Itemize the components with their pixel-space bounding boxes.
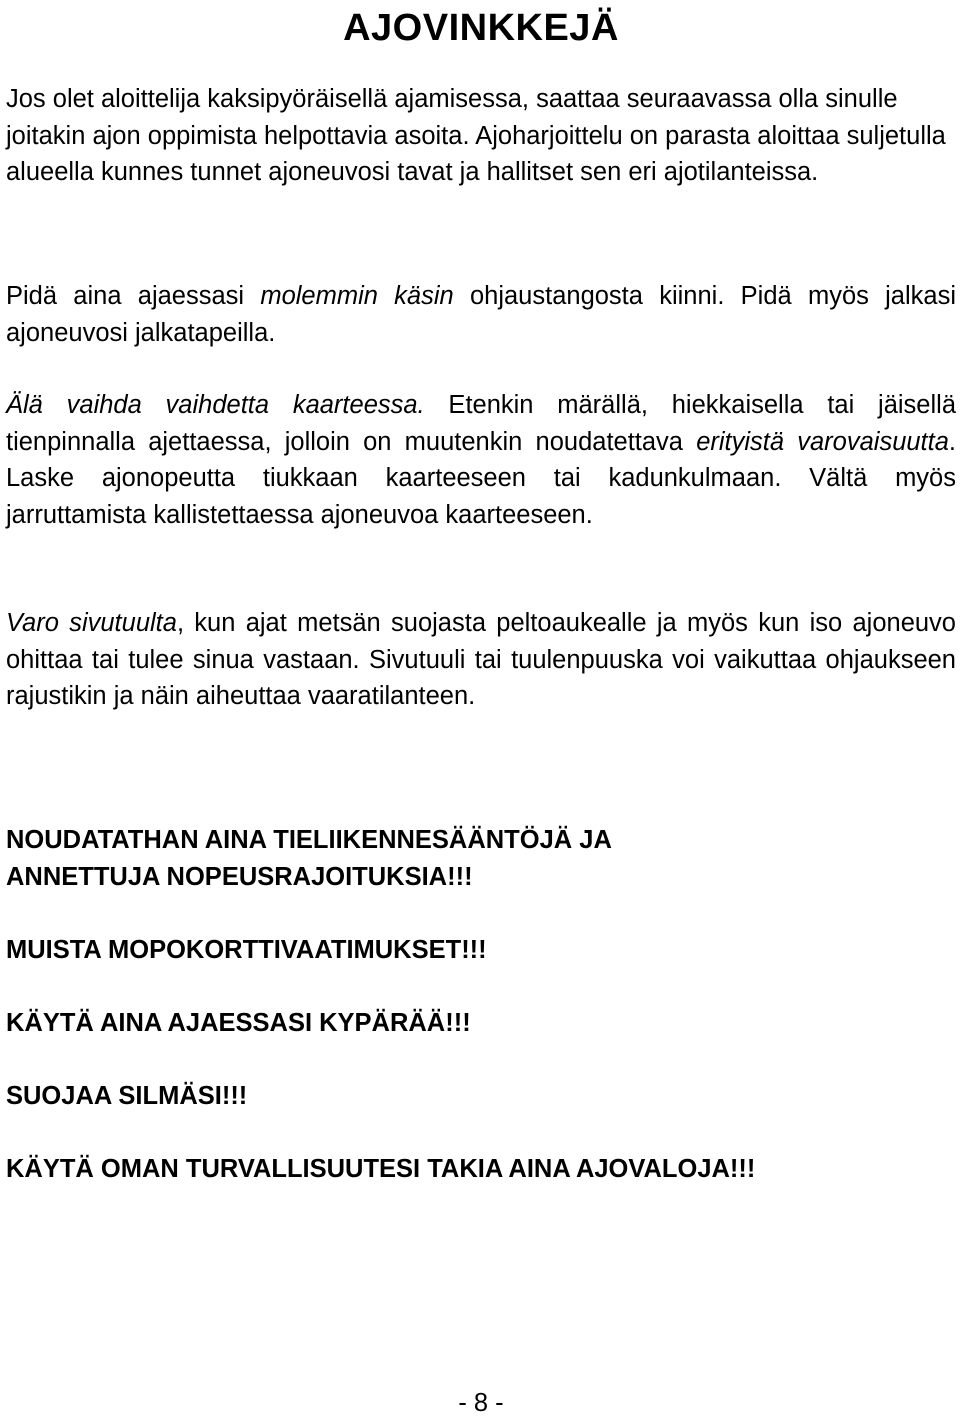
paragraph-text: Jos olet aloittelija kaksipyöräisellä ajamisessa, saattaa seuraavassa olla sinulle joitakin ajon oppimista helpottavia asoita. Ajoharjoittelu on parasta aloittaa suljetulla alueella kunnes tunnet ajoneuvosi tavat ja hallitset sen eri ajotilanteissa. — [6, 85, 946, 186]
notice-protect-eyes — [6, 1078, 956, 1115]
emphasis-text: Älä vaihda vaihdetta kaarteessa. — [6, 391, 425, 419]
notice-moped-license — [6, 932, 956, 969]
page-number: - 8 - — [458, 1389, 504, 1417]
page-title: AJOVINKKEJÄ — [343, 7, 619, 49]
paragraph-hands-on-handlebar — [6, 278, 956, 351]
notice-helmet — [6, 1005, 956, 1042]
document-page — [6, 0, 956, 1420]
notice-traffic-rules — [6, 822, 956, 895]
notice-line: SUOJAA SILMÄSI!!! — [6, 1082, 248, 1110]
notice-line: KÄYTÄ OMAN TURVALLISUUTESI TAKIA AINA AJOVALOJA!!! — [6, 1155, 756, 1183]
notice-headlights — [6, 1151, 956, 1188]
paragraph-intro — [6, 81, 956, 191]
paragraph-text: Etenkin märällä, hiekkaisella tai jäisellä tienpinnalla ajettaessa, jolloin on muutenkin noudatettava — [6, 391, 956, 456]
notice-line: ANNETTUJA NOPEUSRAJOITUKSIA!!! — [6, 862, 473, 891]
paragraph-no-gear-change-in-curve — [6, 387, 956, 533]
emphasis-text: molemmin käsin — [260, 282, 454, 310]
emphasis-text: erityistä varovaisuutta — [696, 427, 949, 456]
paragraph-text: ohjaustangosta kiinni. Pidä myös jalkasi ajoneuvosi jalkatapeilla. — [6, 282, 956, 347]
paragraph-text: , kun ajat metsän suojasta peltoaukealle ja myös kun iso ajoneuvo ohittaa tai tulee sinua vastaan. Sivutuuli tai tuulenpuuska voi vaikuttaa ohjaukseen rajustikin ja näin aiheuttaa vaaratilanteen. — [6, 609, 956, 710]
paragraph-text: Pidä aina ajaessasi — [6, 282, 261, 310]
paragraph-crosswind — [6, 605, 956, 715]
paragraph-text: . Laske ajonopeutta tiukkaan kaarteeseen tai kadunkulmaan. Vältä myös jarruttamista kallistettaessa ajoneuvoa kaarteeseen. — [6, 427, 956, 529]
notice-line: NOUDATATHAN AINA TIELIIKENNESÄÄNTÖJÄ JA — [6, 826, 612, 854]
notice-line: MUISTA MOPOKORTTIVAATIMUKSET!!! — [6, 936, 487, 964]
emphasis-text: Varo sivutuulta — [6, 609, 177, 637]
notice-line: KÄYTÄ AINA AJAESSASI KYPÄRÄÄ!!! — [6, 1009, 471, 1037]
